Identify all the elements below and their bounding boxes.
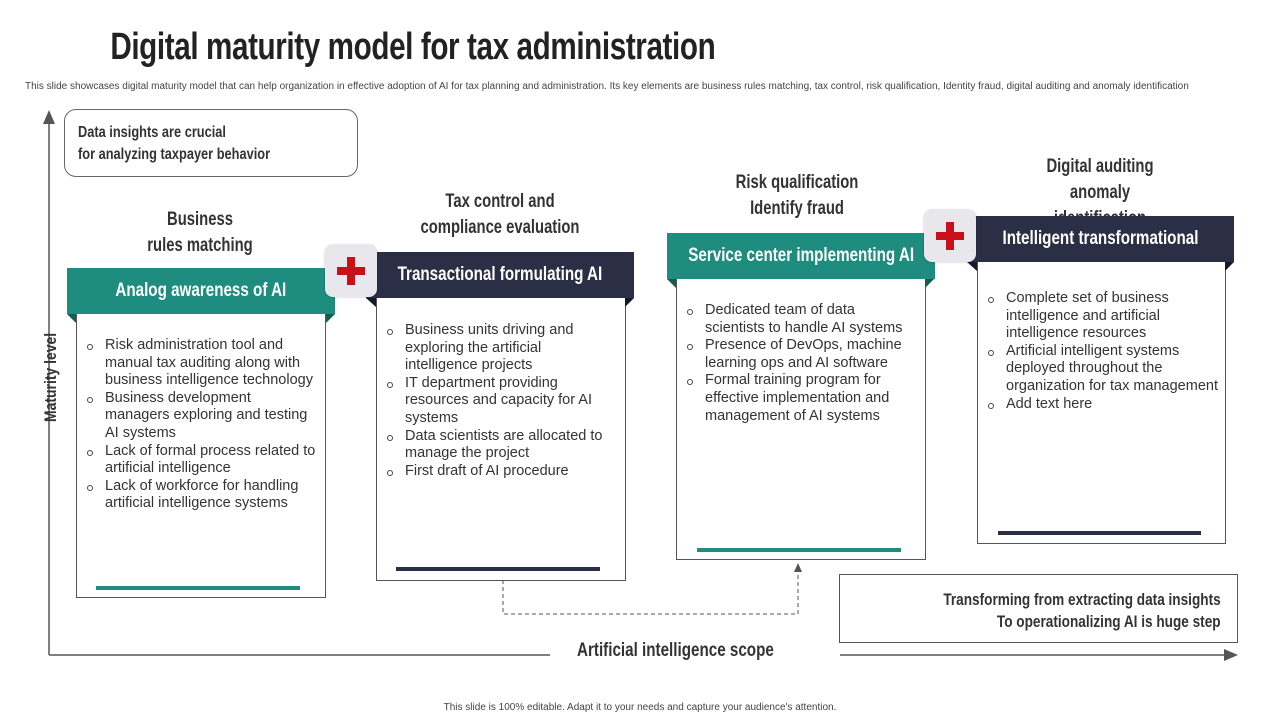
list-item: Add text here [978,396,1218,414]
transform-note-box [839,574,1238,643]
stage-2-banner [366,252,634,298]
insight-line-2: for analyzing taxpayer behavior [78,146,271,163]
stage-3-accent-bar [697,548,901,552]
stage-2-banner-fold-left [366,298,376,307]
list-item: IT department providing resources and capacity for AI systems [377,375,617,428]
list-item: Data scientists are allocated to manage the project [377,428,617,463]
stage-3-card [676,264,926,560]
stage-4-banner-fold-right [1225,262,1234,271]
stage-1-card [76,300,326,598]
insight-callout [64,109,358,177]
stage-3-bullets [677,302,917,425]
stage-4-accent-bar [998,531,1201,535]
stage-1-banner-fold-left [67,314,76,323]
list-item: Complete set of business intelligence and artificial intelligence resources [978,290,1218,343]
y-axis-label: Maturity level [41,332,60,422]
stage-4-banner-text: Intelligent transformational [1002,228,1199,249]
list-item: Risk administration tool and manual tax auditing along with business intelligence technology [77,337,317,390]
stage-4-banner [967,216,1234,262]
stage-2-card [376,283,626,581]
stage-1-label-line-1: Business [167,209,233,230]
y-axis-arrowhead [43,110,55,124]
list-item: Artificial intelligent systems deployed throughout the organization for tax management [978,343,1218,396]
list-item: Business units driving and exploring the artificial intelligence projects [377,322,617,375]
transform-note-line-2: To operationalizing AI is huge step [997,612,1221,631]
x-axis-arrowhead [1224,649,1238,661]
stage-1-banner-text: Analog awareness of AI [115,280,287,301]
stage-4-banner-fold-left [967,262,977,271]
stage-3-label [719,170,875,222]
list-item: Presence of DevOps, machine learning ops and AI software [677,337,917,372]
stage-2-banner-text: Transactional formulating AI [397,264,603,285]
list-item: First draft of AI procedure [377,463,617,481]
stage-3-label-line-2: Identify fraud [750,198,844,219]
stage-1-label-line-2: rules matching [147,235,253,256]
stage-4-bullets [978,290,1218,413]
stage-2-label-line-1: Tax control and [445,191,555,212]
list-item: Lack of formal process related to artificial intelligence [77,443,317,478]
stage-1-banner-fold-right [326,314,335,323]
stage-2-label-line-2: compliance evaluation [420,217,580,238]
page-title: Digital maturity model for tax administration [110,26,716,68]
dashed-connector-arrowhead [794,563,802,572]
x-axis-label: Artificial intelligence scope [577,640,774,661]
stage-3-banner-text: Service center implementing AI [688,245,914,266]
red-cross-plus-icon [924,210,976,262]
stage-1-banner [67,268,335,314]
stage-4-label-line-1: Digital auditing [1046,156,1154,177]
stage-2-label [414,189,586,241]
stage-4-card [977,248,1226,544]
insight-line-1: Data insights are crucial [78,124,226,141]
stage-3-label-line-1: Risk qualification [735,172,859,193]
footer-note: This slide is 100% editable. Adapt it to your needs and capture your audience's attention. [443,702,837,713]
transform-note-line-1: Transforming from extracting data insights [943,590,1221,609]
stage-2-banner-fold-right [625,298,634,307]
list-item: Lack of workforce for handling artificial intelligence systems [77,478,317,513]
red-cross-plus-icon [325,245,377,297]
stage-2-accent-bar [396,567,600,571]
list-item: Dedicated team of data scientists to handle AI systems [677,302,917,337]
stage-1-bullets [77,337,317,513]
stage-2-bullets [377,322,617,480]
page-subtitle: This slide showcases digital maturity model that can help organization in effective adoption of AI for tax planning and administration. Its key elements are business rules matching, tax control, risk qualification, Identity fraud, digital auditing and anomaly identification [25,81,1189,92]
stage-4-label-line-2: anomaly [1069,182,1131,203]
stage-3-banner-fold-right [925,279,934,288]
stage-3-banner-fold-left [667,279,676,288]
stage-1-label [122,207,278,259]
stage-3-banner [667,233,935,279]
list-item: Business development managers exploring and testing AI systems [77,390,317,443]
list-item: Formal training program for effective implementation and management of AI systems [677,372,917,425]
stage-1-accent-bar [96,586,300,590]
